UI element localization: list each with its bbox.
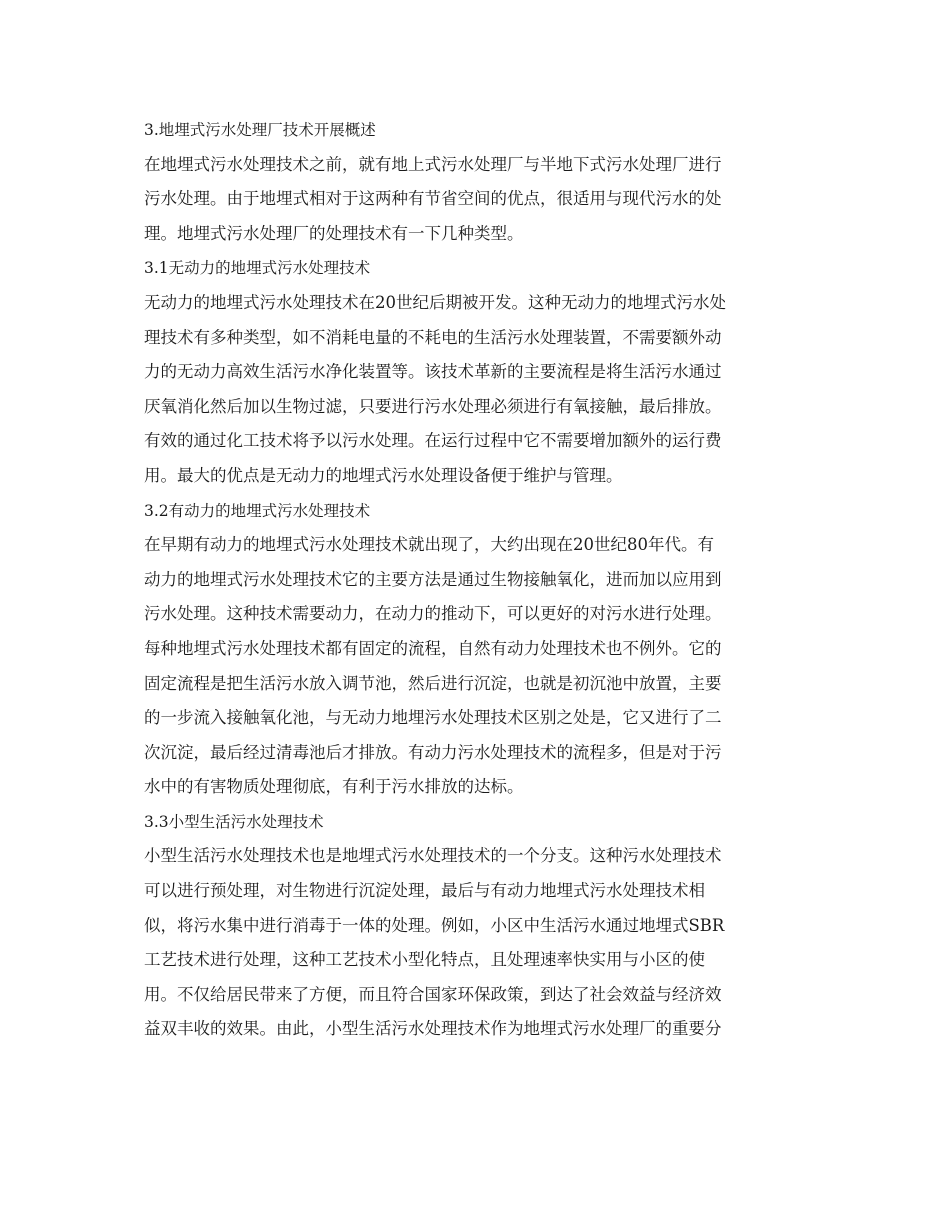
body-text-line: 有效的通过化工技术将予以污水处理。在运行过程中它不需要增加额外的运行费 <box>144 431 722 451</box>
body-text-line: 似，将污水集中进行消毒于一体的处理。例如，小区中生活污水通过地埋式SBR <box>144 915 725 935</box>
body-text-line: 可以进行预处理，对生物进行沉淀处理，最后与有动力地埋式污水处理技术相 <box>144 881 705 901</box>
document-body <box>144 113 806 1047</box>
body-text-line: 每种地埋式污水处理技术都有固定的流程，自然有动力处理技术也不例外。它的 <box>144 638 722 658</box>
body-text-line: 益双丰收的效果。由此，小型生活污水处理技术作为地埋式污水处理厂的重要分 <box>144 1019 722 1039</box>
body-text-line: 无动力的地埋式污水处理技术在20世纪后期被开发。这种无动力的地埋式污水处 <box>144 292 726 312</box>
section-heading-3-1: 3.1无动力的地埋式污水处理技术 <box>144 259 371 278</box>
body-text-line: 固定流程是把生活污水放入调节池，然后进行沉淀，也就是初沉池中放置，主要 <box>144 673 722 693</box>
body-text-line: 在地埋式污水处理技术之前，就有地上式污水处理厂与半地下式污水处理厂进行 <box>144 154 722 174</box>
body-text-line: 工艺技术进行处理，这种工艺技术小型化特点，且处理速率快实用与小区的使 <box>144 950 705 970</box>
body-text-line: 在早期有动力的地埋式污水处理技术就出现了，大约出现在20世纪80年代。有 <box>144 535 714 555</box>
body-text-line: 力的无动力高效生活污水净化装置等。该技术革新的主要流程是将生活污水通过 <box>144 362 722 382</box>
body-text-line: 次沉淀，最后经过清毒池后才排放。有动力污水处理技术的流程多，但是对于污 <box>144 742 722 762</box>
body-text-line: 用。最大的优点是无动力的地埋式污水处理设备便于维护与管理。 <box>144 465 623 485</box>
body-text-line: 理。地埋式污水处理厂的处理技术有一下几种类型。 <box>144 223 524 243</box>
section-heading-3-2: 3.2有动力的地埋式污水处理技术 <box>144 501 371 520</box>
body-text-line: 用。不仅给居民带来了方便，而且符合国家环保政策，到达了社会效益与经济效 <box>144 984 722 1004</box>
section-heading-3-3: 3.3小型生活污水处理技术 <box>144 812 324 831</box>
body-text-line: 厌氧消化然后加以生物过滤，只要进行污水处理必须进行有氧接触，最后排放。 <box>144 396 722 416</box>
body-text-line: 小型生活污水处理技术也是地埋式污水处理技术的一个分支。这种污水处理技术 <box>144 846 722 866</box>
body-text-line: 的一步流入接触氧化池，与无动力地埋污水处理技术区别之处是，它又进行了二 <box>144 708 722 728</box>
body-text-line: 水中的有害物质处理彻底，有利于污水排放的达标。 <box>144 777 524 797</box>
body-text-line: 理技术有多种类型，如不消耗电量的不耗电的生活污水处理装置，不需要额外动 <box>144 327 722 347</box>
body-text-line: 污水处理。这种技术需要动力，在动力的推动下，可以更好的对污水进行处理。 <box>144 604 722 624</box>
section-heading-3: 3.地埋式污水处理厂技术开展概述 <box>144 121 376 139</box>
body-text-line: 动力的地埋式污水处理技术它的主要方法是通过生物接触氧化，进而加以应用到 <box>144 569 722 589</box>
body-text-line: 污水处理。由于地埋式相对于这两种有节省空间的优点，很适用与现代污水的处 <box>144 189 722 209</box>
